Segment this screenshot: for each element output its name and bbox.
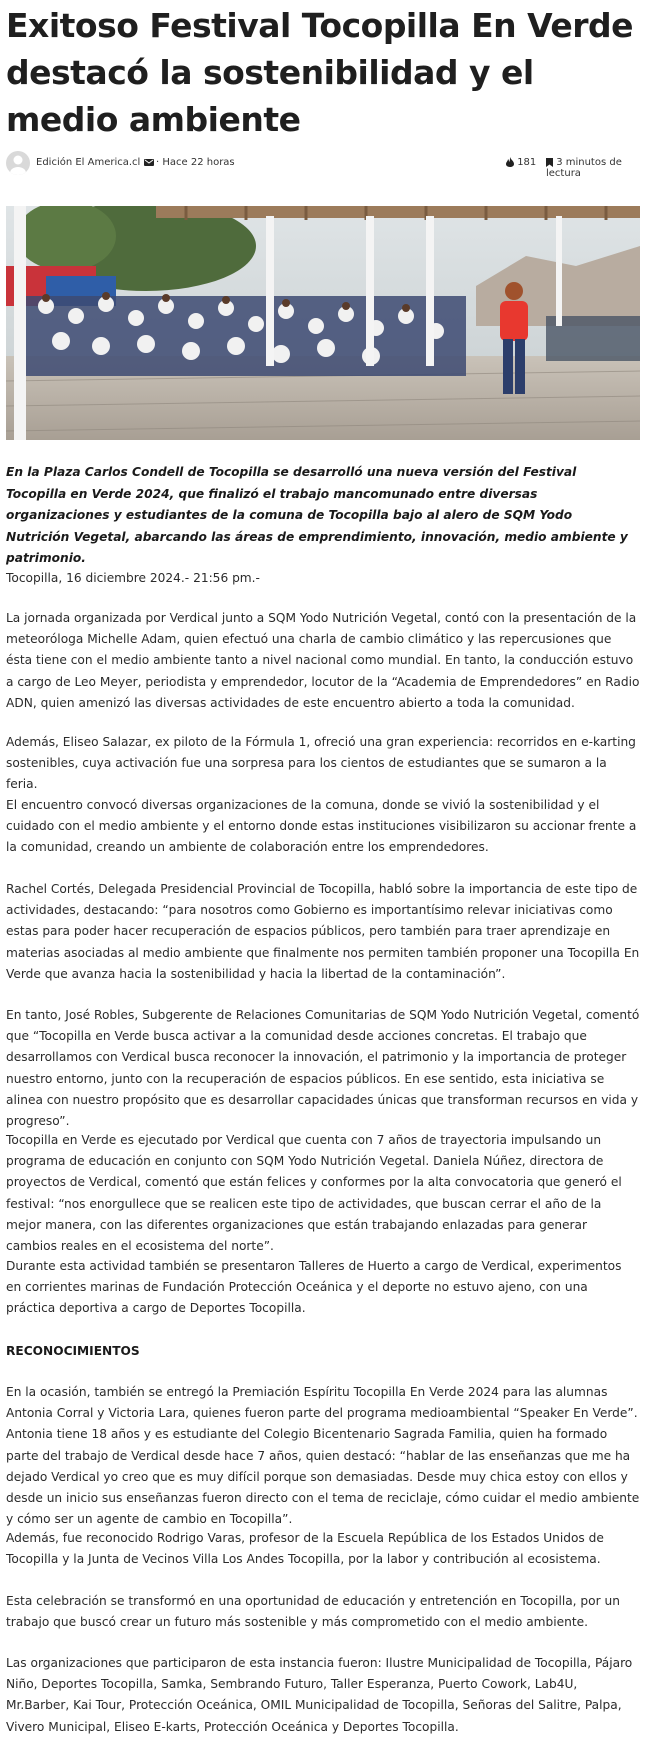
publish-time: · Hace 22 horas	[156, 157, 235, 168]
paragraph: La jornada organizada por Verdical junto a SQM Yodo Nutrición Vegetal, contó con la presentación de la meteoróloga Michelle Adam, quien efectuó una charla de cambio climático y las repercusiones que ésta tiene con el medio ambiente tanto a nivel nacional como mundial. En tanto, la conducción estuvo a cargo de Leo Meyer, periodista y emprendedor, locutor de la “Academia de Emprendedores” en Radio ADN, quien amenizó las diversas actividades de este encuentro abierto a toda la comunidad.	[6, 611, 640, 710]
paragraph: Tocopilla en Verde es ejecutado por Verdical que cuenta con 7 años de trayectoria impulsando un programa de educación en conjunto con SQM Yodo Nutrición Vegetal. Daniela Núñez, directora de proyectos de Verdical, comentó que están felices y conformes por la alta convocatoria que generó el festival: “nos enorgullece que se realicen este tipo de actividades, que buscan cerrar el año de la mejor manera, con las diferentes organizaciones que están trabajando enlazadas para generar cambios reales en el ecosistema del norte”.	[6, 1133, 622, 1254]
paragraph: Además, fue reconocido Rodrigo Varas, profesor de la Escuela República de los Estados Unidos de Tocopilla y la Junta de Vecinos Villa Los Andes Tocopilla, por la labor y contribución al ecosistema.	[6, 1531, 604, 1567]
paragraph: Rachel Cortés, Delegada Presidencial Provincial de Tocopilla, habló sobre la importancia de este tipo de actividades, destacando: “para nosotros como Gobierno es importantísimo relevar iniciativas como estas para poder hacer recuperación de espacios públicos, pero también para traer aprendizaje en materias asociadas al medio ambiente que finalmente nos permiten también proponer una Tocopilla En Verde que avanza hacia la sostenibilidad y hacia la libertad de la contaminación”.	[6, 882, 640, 981]
dateline: Tocopilla, 16 diciembre 2024.- 21:56 pm.-	[6, 571, 260, 585]
view-count: 181	[506, 157, 536, 168]
paragraph: Las organizaciones que participaron de esta instancia fueron: Ilustre Municipalidad de Tocopilla, Pájaro Niño, Deportes Tocopilla, Samka, Sembrando Futuro, Taller Esperanza, Puerto Cowork, Lab4U, Mr.Barber, Kai Tour, Protección Oceánica, OMIL Municipalidad de Tocopilla, Señoras del Salitre, Palpa, Vivero Municipal, Eliseo E-karts, Protección Oceánica y Deportes Tocopilla.	[6, 1656, 633, 1734]
avatar-icon[interactable]	[6, 151, 30, 175]
paragraph: El encuentro convocó diversas organizaciones de la comuna, donde se vivió la sostenibilidad y el cuidado con el medio ambiente y el entorno donde estas instituciones visibilizaron su accionar frente a la comunidad, creando un ambiente de colaboración entre los emprendedores.	[6, 798, 637, 855]
section-heading: RECONOCIMIENTOS	[6, 1344, 140, 1358]
bookmark-icon	[546, 158, 553, 167]
article-meta	[6, 148, 640, 178]
verified-icon	[144, 158, 154, 167]
author-link[interactable]	[36, 157, 154, 168]
author-name[interactable]: Edición El America.cl	[36, 157, 141, 168]
article-title: Exitoso Festival Tocopilla En Verde destacó la sostenibilidad y el medio ambiente	[6, 6, 634, 139]
paragraph: En tanto, José Robles, Subgerente de Relaciones Comunitarias de SQM Yodo Nutrición Vegetal, comentó que “Tocopilla en Verde busca activar a la comunidad desde acciones concretas. El trabajo que desarrollamos con Verdical busca reconocer la innovación, el patrimonio y la importancia de proteger nuestro entorno, junto con la recuperación de espacios públicos. En ese sentido, esta iniciativa se alinea con nuestro propósito que es desarrollar capacidades únicas que transforman recursos en vida y progreso”.	[6, 1008, 640, 1129]
read-time: 3 minutos de lectura	[546, 157, 622, 179]
paragraph: Durante esta actividad también se presentaron Talleres de Huerto a cargo de Verdical, experimentos en corrientes marinas de Fundación Protección Oceánica y el deporte no estuvo ajeno, con una práctica deportiva a cargo de Deportes Tocopilla.	[6, 1259, 622, 1316]
article-lead: En la Plaza Carlos Condell de Tocopilla se desarrolló una nueva versión del Festival Tocopilla en Verde 2024, que finalizó el trabajo mancomunado entre diversas organizaciones y estudiantes de la comuna de Tocopilla bajo al alero de SQM Yodo Nutrición Vegetal, abarcando las áreas de emprendimiento, innovación, medio ambiente y patrimonio.	[6, 465, 628, 565]
paragraph: Esta celebración se transformó en una oportunidad de educación y entretención en Tocopilla, por un trabajo que buscó crear un futuro más sostenible y más comprometido con el medio ambiente.	[6, 1594, 620, 1630]
flame-icon	[506, 157, 514, 167]
paragraph: Además, Eliseo Salazar, ex piloto de la Fórmula 1, ofreció una gran experiencia: recorridos en e-karting sostenibles, cuya activación fue una sorpresa para los cientos de estudiantes que se sumaron a la feria.	[6, 735, 636, 792]
hero-image	[6, 206, 640, 440]
paragraph: En la ocasión, también se entregó la Premiación Espíritu Tocopilla En Verde 2024 para las alumnas Antonia Corral y Victoria Lara, quienes fueron parte del programa medioambiental “Speaker En Verde”. Antonia tiene 18 años y es estudiante del Colegio Bicentenario Sagrada Familia, quien ha formado parte del trabajo de Verdical desde hace 7 años, quien destacó: “hablar de las enseñanzas que me ha dejado Verdical yo creo que es muy difícil porque son demasiadas. Desde muy chica estoy con ellos y desde un inicio sus enseñanzas fueron directo con el tema de reciclaje, cómo cuidar el medio ambiente y cómo ser un agente de cambio en Tocopilla”.	[6, 1385, 640, 1527]
